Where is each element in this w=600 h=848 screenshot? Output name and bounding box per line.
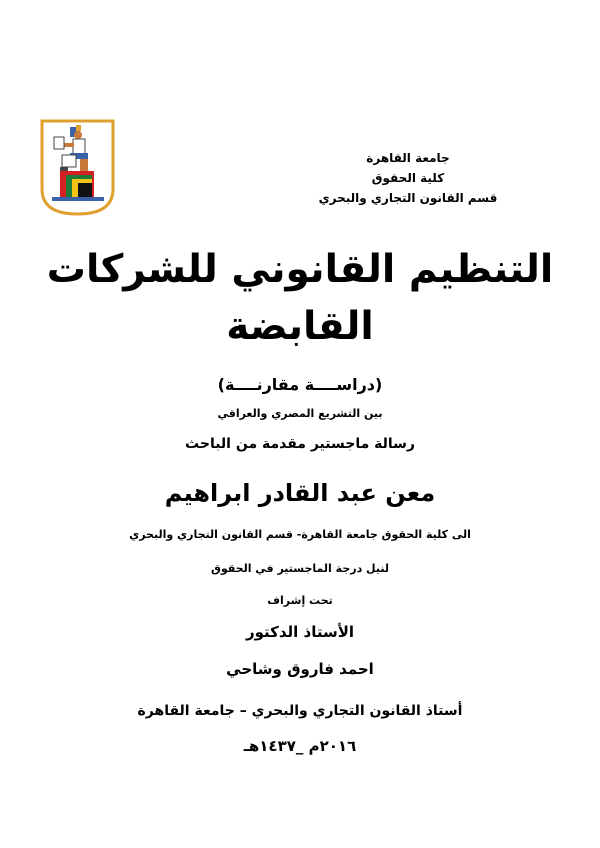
faculty-name: كلية الحقوق bbox=[371, 171, 445, 185]
cairo-university-emblem-icon bbox=[40, 119, 115, 216]
thesis-intro: رسالة ماجستير مقدمة من الباحث bbox=[185, 436, 415, 452]
thesis-title-line-2: القابضة bbox=[226, 304, 374, 349]
study-type: (دراســــة مقارنــــة) bbox=[217, 375, 383, 394]
thesis-title-line-1: التنظيم القانوني للشركات bbox=[46, 247, 554, 292]
supervisor-title: الأستاذ الدكتور bbox=[245, 623, 355, 641]
supervision-label: تحت إشراف bbox=[267, 594, 333, 607]
institution-header bbox=[288, 148, 528, 208]
submitted-to: الى كلية الحقوق جامعة القاهرة- قسم القانون التجاري والبحري bbox=[129, 528, 471, 541]
department-name: قسم القانون التجاري والبحري bbox=[318, 191, 498, 205]
date-line: ٢٠١٦م _١٤٣٧هـ bbox=[243, 737, 357, 755]
supervisor-name: احمد فاروق وشاحي bbox=[226, 660, 374, 678]
degree-line: لنيل درجة الماجستير في الحقوق bbox=[211, 562, 389, 575]
supervisor-position: أستاذ القانون التجاري والبحري – جامعة القاهرة bbox=[137, 703, 463, 719]
comparison-scope: بين التشريع المصري والعراقي bbox=[217, 407, 383, 420]
university-name: جامعة القاهرة bbox=[366, 151, 450, 165]
author-name: معن عبد القادر ابراهيم bbox=[164, 479, 436, 507]
